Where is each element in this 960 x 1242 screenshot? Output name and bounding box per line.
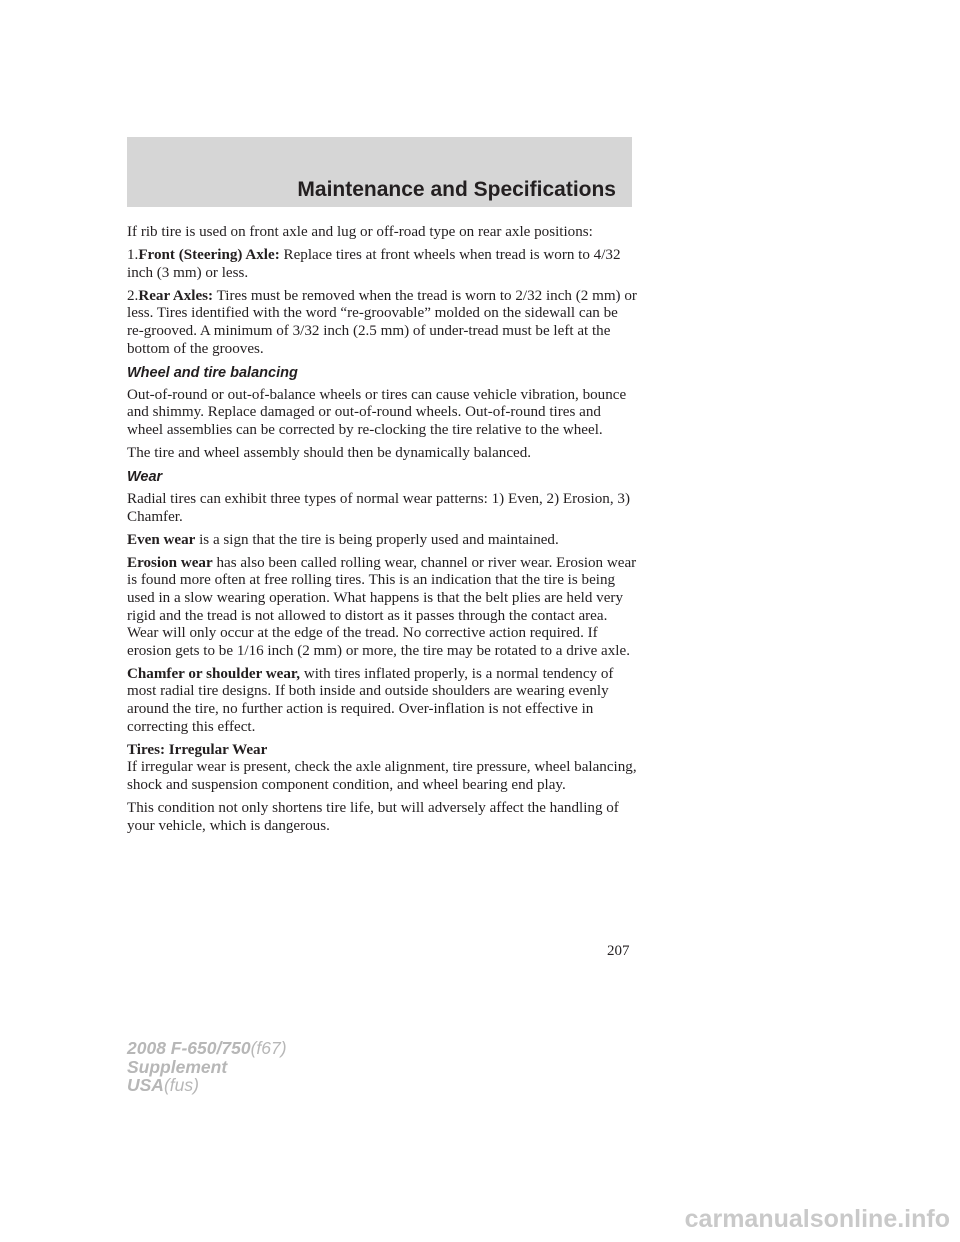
- section-header: [127, 137, 632, 207]
- irregular-wear-heading: Tires: Irregular Wear: [127, 741, 268, 758]
- list-item-rear-axles: [127, 288, 637, 358]
- erosion-wear-text: has also been called rolling wear, channel or river wear. Erosion wear is found more often at free rolling tires. This is an indication that the tire is being used in a slow wearing operation. What happens is that the belt plies are held very rigid and the tread is not allowed to distort as it passes through the contact area. Wear will only occur at the edge of the tread. No corrective action required. If erosion gets to be 1/16 inch (2 mm) or more, the tire may be rotated to a drive axle.: [127, 554, 637, 659]
- even-wear-text: is a sign that the tire is being properly used and maintained.: [199, 531, 559, 548]
- section-title: Maintenance and Specifications: [297, 178, 616, 201]
- footer-model: 2008 F-650/750: [127, 1038, 251, 1058]
- list-item-front-axle: [127, 247, 637, 282]
- footer-model-code: (f67): [250, 1038, 287, 1058]
- chamfer-wear-text: with tires inflated properly, is a normal tendency of most radial tire designs. If both inside and outside shoulders are wearing evenly around the tire, no further action is required. Over-inflation is not effective in correcting this effect.: [127, 665, 614, 735]
- balancing-paragraph-1: Out-of-round or out-of-balance wheels or tires can cause vehicle vibration, bounce and shimmy. Replace damaged or out-of-round wheels. Out-of-round tires and wheel assemblies can be corrected by re-clocking the tire relative to the wheel.: [127, 386, 627, 438]
- page-number: 207: [607, 943, 630, 959]
- list-item-text: Replace tires at front wheels when tread is worn to 4/32 inch (3 mm) or less.: [127, 247, 621, 281]
- watermark-text: carmanualsonline.info: [684, 1205, 950, 1233]
- intro-paragraph: If rib tire is used on front axle and lug or off-road type on rear axle positions:: [127, 224, 593, 240]
- wear-heading: Wear: [127, 469, 163, 486]
- footer-model-line: [127, 1039, 287, 1058]
- footer-supplement: Supplement: [127, 1056, 228, 1077]
- page-body: [127, 224, 637, 841]
- list-item-label: Rear Axles:: [138, 287, 214, 304]
- irregular-wear-paragraph-2: This condition not only shortens tire life, but will adversely affect the handling of your vehicle, which is dangerous.: [127, 800, 619, 834]
- balancing-paragraph-2: The tire and wheel assembly should then be dynamically balanced.: [127, 444, 532, 461]
- balancing-heading: Wheel and tire balancing: [127, 364, 298, 381]
- wear-intro: Radial tires can exhibit three types of normal wear patterns: 1) Even, 2) Erosion, 3) Chamfer.: [127, 491, 630, 525]
- footer-region-code: (fus): [163, 1075, 199, 1095]
- list-item-label: Front (Steering) Axle:: [138, 247, 280, 264]
- document-footer: [127, 1039, 287, 1095]
- irregular-wear-paragraph-1: If irregular wear is present, check the axle alignment, tire pressure, wheel balancing, shock and suspension component condition, and wheel bearing end play.: [127, 759, 637, 793]
- even-wear-label: Even wear: [127, 531, 196, 548]
- chamfer-wear-paragraph: [127, 666, 637, 736]
- list-item-number: 1.: [127, 247, 139, 264]
- chamfer-wear-label: Chamfer or shoulder wear,: [127, 665, 301, 682]
- erosion-wear-paragraph: [127, 555, 637, 661]
- list-item-number: 2.: [127, 287, 139, 304]
- footer-region: USA: [127, 1075, 164, 1095]
- footer-region-line: [127, 1076, 287, 1095]
- even-wear-paragraph: [127, 532, 637, 550]
- list-item-text: Tires must be removed when the tread is worn to 2/32 inch (2 mm) or less. Tires identified with the word “re-groovable” molded on the sidewall can be re-grooved. A minimum of 3/32 inch (2.5 mm) of under-tread must be left at the bottom of the grooves.: [127, 287, 637, 357]
- erosion-wear-label: Erosion wear: [127, 554, 213, 571]
